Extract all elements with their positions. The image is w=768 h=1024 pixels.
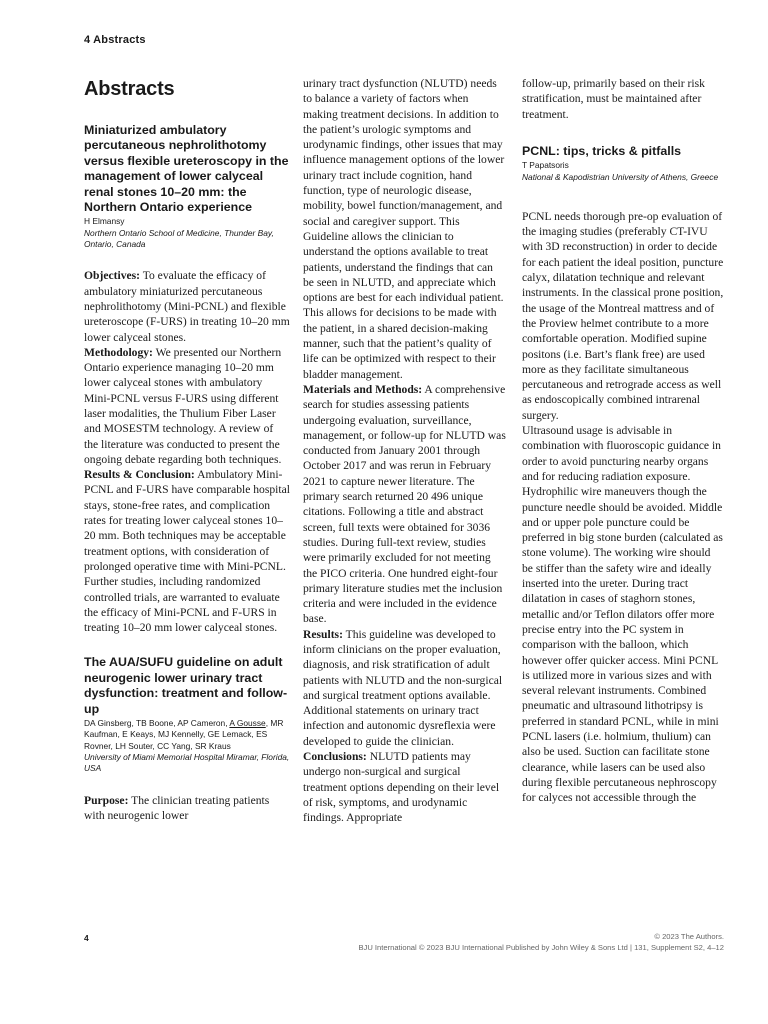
methodology-label: Methodology: (84, 345, 153, 359)
abstract-3-paragraph-2: Ultrasound usage is advisable in combination with fluoroscopic guidance in order to avoid puncturing nearby organs and for reducing radiation exposure. Hydrophilic wire maneuvers though the puncture needle should be avoided. Middle and or upper pole puncture could be preferred in big stone burden (calculated as stone volume). The working wire should be stiffer than the safety wire and ideally inserted into the ureter. During tract dilatation in cases of staghorn stones, metallic and/or Teflon dilators offer more precise entry into the PC system in comparison with the balloon, which however offer quicker access. Mini PCNL is utilized more in various sizes and with several relevant instruments. Combined pneumatic and ultrasound lithotripsy is preferred in standard PCNL, while in mini PCNL lasers (i.e. holmium, thulium) can also be used. Suction can facilitate stone clearance, while lasers can be used also during flexible percutaneous nephroscopy for calyces not accessible through the (522, 424, 723, 805)
authors-text: DA Ginsberg, TB Boone, AP Cameron, (84, 718, 230, 729)
objectives-label: Objectives: (84, 269, 141, 283)
abstract-2-title: The AUA/SUFU guideline on adult neurogenic lower urinary tract dysfunction: treatment and follow-up (84, 655, 288, 716)
column-2 (303, 76, 506, 826)
purpose-label: Purpose: (84, 793, 129, 807)
conclusions-text: NLUTD patients may undergo non-surgical and surgical treatment options depending on their level of risk, symptoms, and urodynamic findings. Appropriate (303, 750, 500, 825)
page-number: 4 (84, 933, 89, 943)
authors-text-rest: , MR Kaufman, E Keays, MJ Kennelly, GE Lemack, ES Rovner, LH Souter, CC Yang, SR Kraus (84, 718, 284, 751)
section-title: Abstracts (84, 78, 175, 100)
abstract-3-affiliation: National & Kapodistrian University of Athens, Greece (522, 171, 719, 182)
materials-methods-label: Materials and Methods: (303, 382, 423, 396)
abstract-3-title: PCNL: tips, tricks & pitfalls (522, 143, 682, 158)
purpose-text: The clinician treating patients with neurogenic lower (84, 793, 270, 822)
column-1 (84, 76, 290, 823)
abstract-1-title: Miniaturized ambulatory percutaneous nephrolithotomy versus flexible ureteroscopy in the management of lower calyceal renal stones 10–20 mm: the Northern Ontario experience (84, 123, 289, 215)
objectives-text: To evaluate the efficacy of ambulatory miniaturized percutaneous nephrolithotomy (Mini-PCNL) and flexible ureteroscope (F-URS) in treating 10–20 mm lower calyceal stones. (84, 269, 290, 344)
footer-credits (358, 932, 724, 953)
methodology-text: We presented our Northern Ontario experience managing 10–20 mm lower calyceal stones with ambulatory Mini-PCNL versus F-URS using different laser modalities, the Thulium Fiber Laser and MOSESTM technology. A review of the literature was conducted to present the ongoing debate regarding both techniques. (84, 345, 282, 466)
abstract-2-authors (84, 718, 290, 752)
abstract-1-body (84, 268, 290, 635)
results-text: This guideline was developed to inform clinicians on the proper evaluation, diagnosis, and risk stratification of adult patients with NLUTD and the non-surgical and surgical treatment options available. Additional statements on urinary tract infection and autonomic dysreflexia were developed to guide the clinician. (303, 627, 503, 748)
abstract-2-affiliation: University of Miami Memorial Hospital Miramar, Florida, USA (84, 751, 290, 774)
abstract-2-body (84, 793, 290, 824)
conclusions-text-continued: follow-up, primarily based on their risk stratification, must be maintained after treatment. (522, 77, 705, 121)
running-head: 4 Abstracts (84, 34, 146, 46)
purpose-text-continued: urinary tract dysfunction (NLUTD) needs to balance a variety of factors when making treatment decisions. In addition to the patient’s urologic symptoms and urodynamic findings, other issues that may influence management options of the lower urinary tract include cognition, hand function, type of neurologic disease, mobility, bowel function/management, and social and caregiver support. This Guideline allows the clinician to understand the options available to treat patients, understand the findings that can be seen in NLUTD, and appreciate which options are best for each individual patient. This allows for decisions to be made with the patient, in a shared decision-making manner, such that the patient’s quality of life can be optimized with respect to their bladder management. (303, 77, 505, 381)
abstract-3-authors: T Papatsoris (522, 160, 569, 171)
abstract-1-affiliation: Northern Ontario School of Medicine, Thunder Bay, Ontario, Canada (84, 227, 274, 250)
journal-line: BJU International © 2023 BJU International Published by John Wiley & Sons Ltd | 131, Supplement S2, 4–12 (358, 942, 724, 952)
abstract-2-continuation (303, 76, 506, 826)
abstract-3-paragraph-1: PCNL needs thorough pre-op evaluation of the imaging studies (preferably CT-IVU with 3D reconstruction) in order to decide for each patient the ideal position, puncture calyx, dilatation technique and relevant instruments. In the classical prone position, the usage of the Montreal mattress and of the Proview helmet contribute to a more comfortable operation. Modified supine positons (i.e. Bart’s flank free) are used more as they facilitate simultaneous percutaneous and retrograde access as well as endoscopically combined intrarenal surgery. (522, 209, 724, 422)
results-label: Results: (303, 627, 343, 641)
copyright-line: © 2023 The Authors. (654, 932, 724, 941)
column-3 (522, 76, 724, 805)
results-conclusion-label: Results & Conclusion: (84, 468, 195, 482)
abstract-2-final (522, 76, 724, 122)
results-conclusion-text: Ambulatory Mini-PCNL and F-URS have comparable hospital stays, stone-free rates, and complication rates for treating lower calyceal stones 10–20 mm. Both techniques may be acceptable treatment options, with consideration of prolonged operative time with Mini-PCNL. Further studies, including randomized controlled trials, are warranted to evaluate the efficacy of Mini-PCNL and F-URS in treating 10–20 mm lower calyceal stones. (84, 468, 290, 635)
materials-methods-text: A comprehensive search for studies assessing patients undergoing evaluation, surveillance, management, or follow-up for NLUTD was conducted from January 2001 through October 2017 and was rerun in February 2021 to capture newer literature. The primary search returned 20 496 unique citations. Following a title and abstract screen, full texts were obtained for 3036 studies. During full-text review, studies were primarily excluded for not meeting the PICO criteria. One hundred eight-four primary literature studies met the inclusion criteria and were included in the evidence base. (303, 382, 506, 626)
conclusions-label: Conclusions: (303, 750, 367, 764)
abstract-1-authors: H Elmansy (84, 216, 125, 227)
underlined-author: A Gousse (229, 718, 266, 729)
